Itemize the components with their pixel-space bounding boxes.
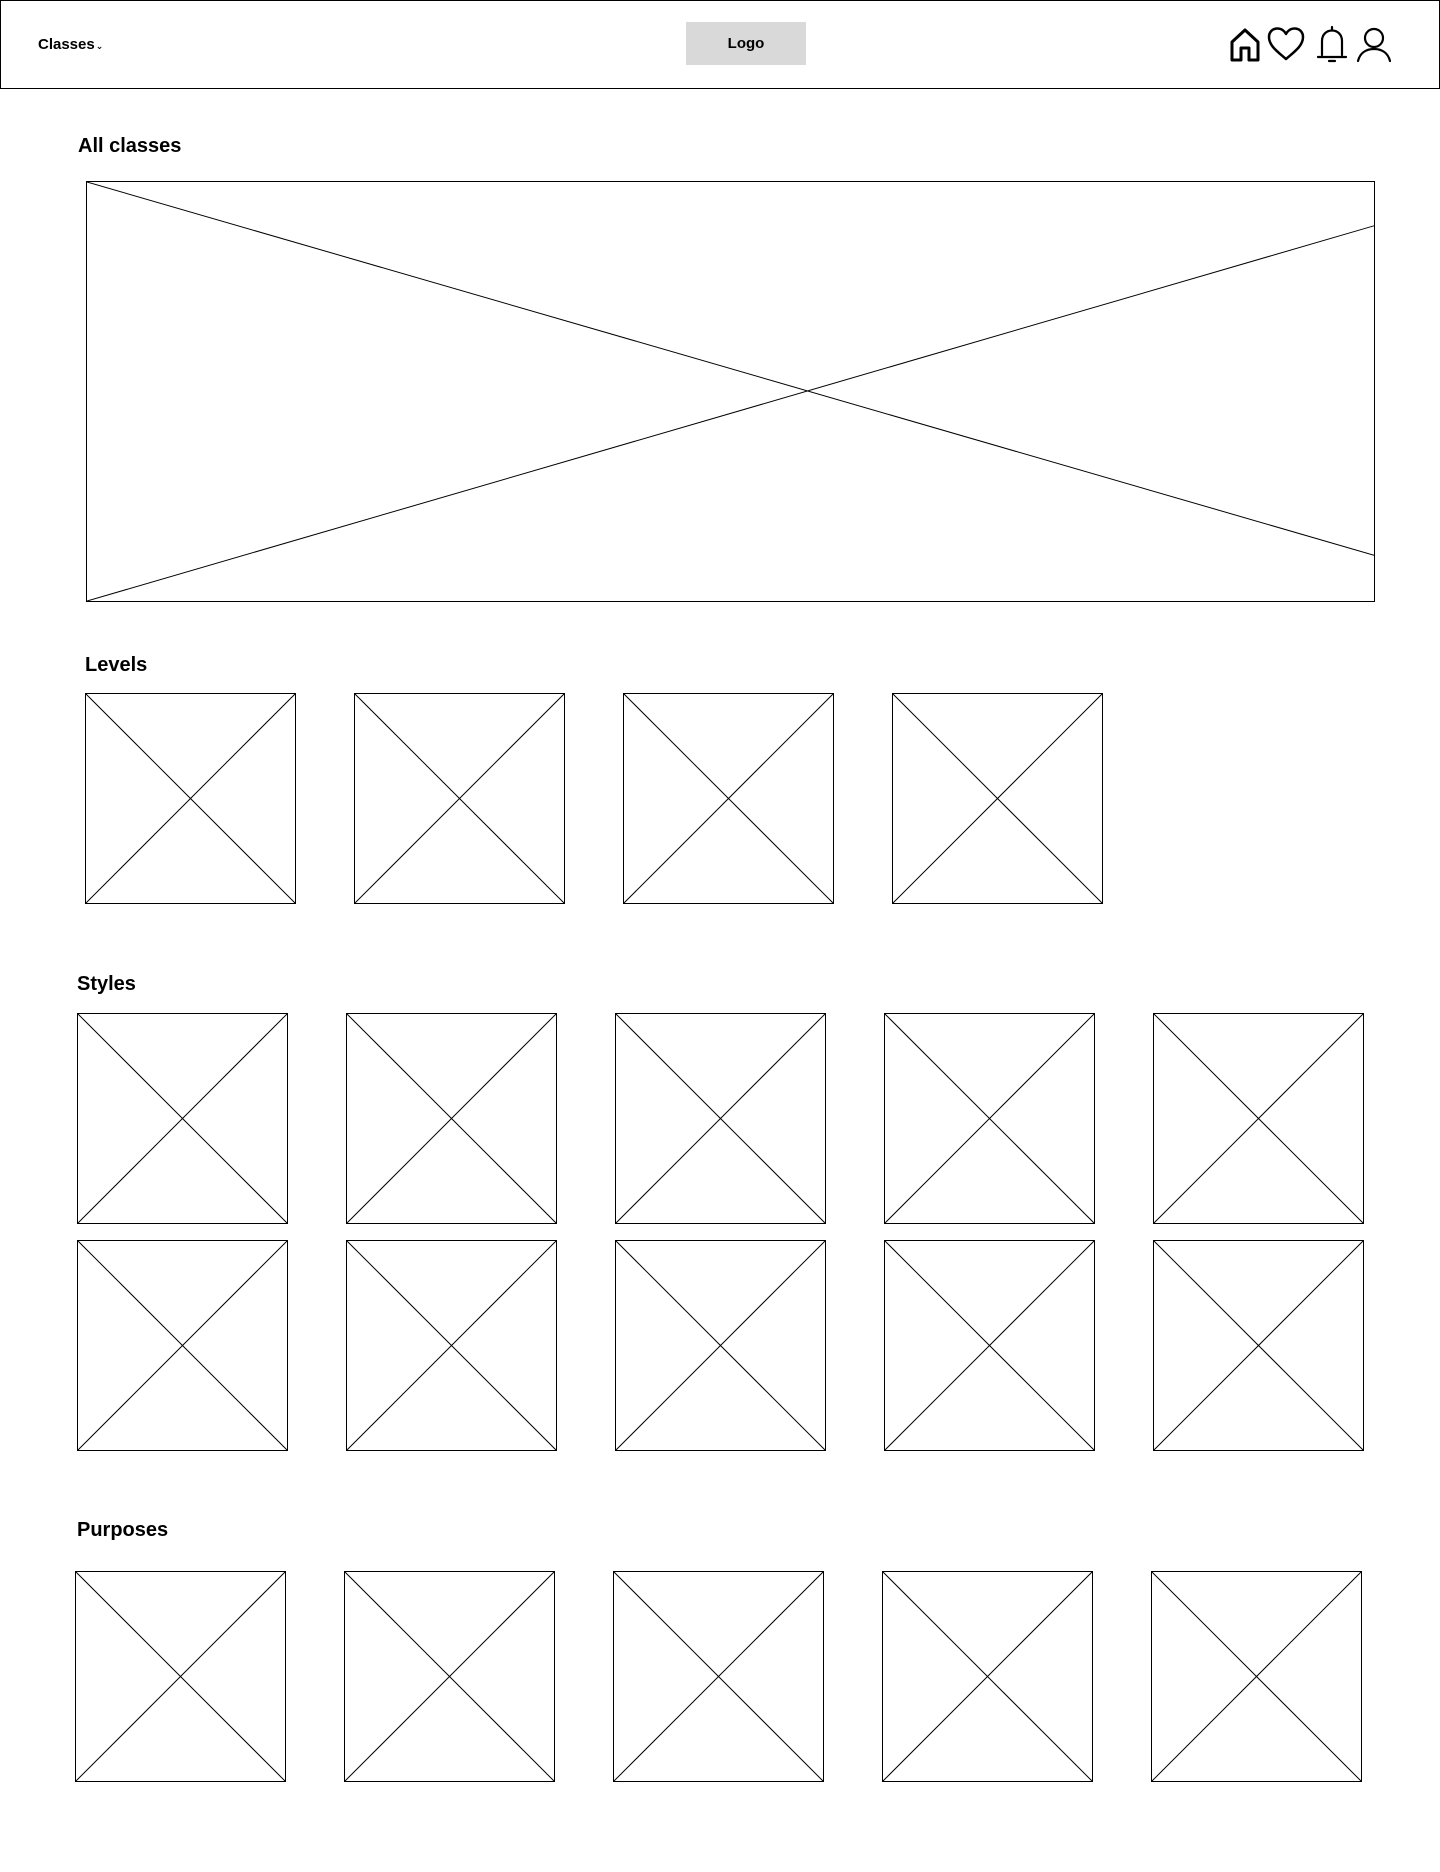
logo[interactable] xyxy=(686,22,806,65)
level-card[interactable] xyxy=(354,693,565,904)
home-icon[interactable] xyxy=(1224,24,1266,66)
style-card[interactable] xyxy=(884,1013,1095,1224)
user-icon[interactable] xyxy=(1353,24,1395,66)
logo-text: Logo xyxy=(727,35,765,52)
purpose-card[interactable] xyxy=(1151,1571,1362,1782)
levels-heading: Levels xyxy=(85,654,148,676)
style-card[interactable] xyxy=(615,1013,826,1224)
style-card[interactable] xyxy=(77,1240,288,1451)
level-card[interactable] xyxy=(623,693,834,904)
purpose-card[interactable] xyxy=(344,1571,555,1782)
style-card[interactable] xyxy=(884,1240,1095,1451)
purpose-card[interactable] xyxy=(75,1571,286,1782)
style-card[interactable] xyxy=(77,1013,288,1224)
style-card[interactable] xyxy=(346,1013,557,1224)
purpose-card[interactable] xyxy=(613,1571,824,1782)
level-card[interactable] xyxy=(892,693,1103,904)
classes-dropdown[interactable] xyxy=(38,34,103,54)
heart-icon[interactable] xyxy=(1265,24,1307,66)
classes-dropdown-label: Classes xyxy=(38,35,95,53)
all-classes-heading: All classes xyxy=(78,135,182,157)
style-card[interactable] xyxy=(1153,1013,1364,1224)
hero-image-placeholder xyxy=(86,181,1375,602)
style-card[interactable] xyxy=(615,1240,826,1451)
styles-heading: Styles xyxy=(77,973,136,995)
style-card[interactable] xyxy=(1153,1240,1364,1451)
chevron-down-icon: ⌄ xyxy=(95,41,104,51)
purpose-card[interactable] xyxy=(882,1571,1093,1782)
bell-icon[interactable] xyxy=(1311,24,1353,66)
purposes-heading: Purposes xyxy=(77,1519,169,1541)
level-card[interactable] xyxy=(85,693,296,904)
style-card[interactable] xyxy=(346,1240,557,1451)
